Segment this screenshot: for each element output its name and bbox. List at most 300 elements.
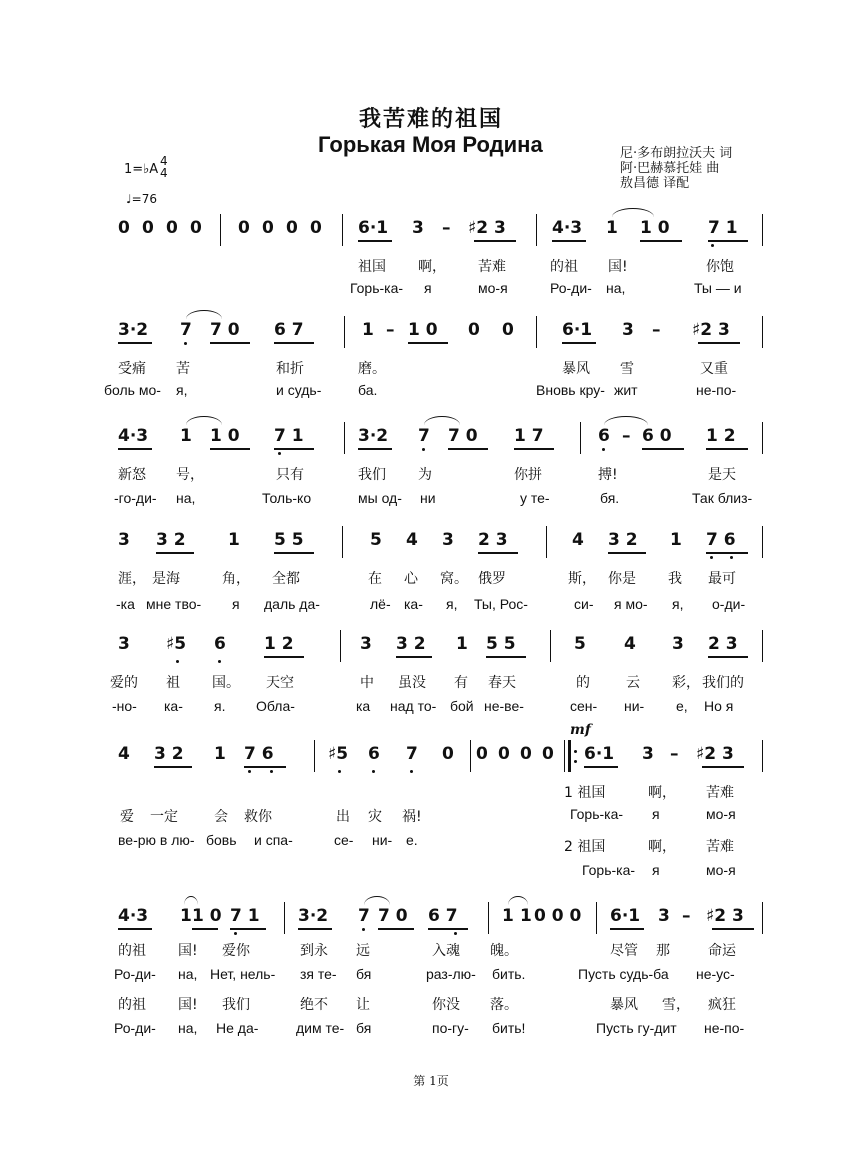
lyric: 一定	[150, 809, 178, 825]
note: 0	[502, 320, 514, 340]
credit-composer: 阿·巴赫慕托娃 曲	[620, 161, 720, 176]
lyric-verse2: 啊，	[648, 839, 676, 855]
lyric-russian: я,	[446, 596, 458, 612]
lyric-russian: е.	[406, 832, 418, 848]
barline	[762, 316, 763, 348]
note: 1	[180, 906, 192, 926]
lyric-verse1-russian: мо-я	[706, 806, 736, 822]
lyric: 苦	[176, 361, 190, 377]
note: 7 1	[230, 906, 260, 926]
note: 1 0	[210, 426, 240, 446]
octave-dot	[410, 770, 413, 773]
underline	[712, 928, 754, 930]
lyric: 祖国	[358, 259, 386, 275]
note: 6 7	[274, 320, 304, 340]
note: 5 5	[486, 634, 516, 654]
lyric: 远	[356, 943, 370, 959]
lyric: 啊，	[418, 259, 446, 275]
note: 7 0	[448, 426, 478, 446]
underline	[274, 552, 314, 554]
tie	[424, 416, 460, 425]
note: 1	[362, 320, 374, 340]
note: 3·2	[358, 426, 389, 446]
lyric-verse2: 疯狂	[708, 997, 736, 1013]
lyric-russian: боль мо-	[104, 382, 161, 398]
lyric-russian: ни-	[624, 698, 645, 714]
lyric: 春天	[488, 675, 516, 691]
underline	[118, 448, 152, 450]
note: 7 0	[378, 906, 408, 926]
octave-dot	[362, 928, 365, 931]
underline	[298, 928, 332, 930]
underline	[478, 552, 518, 554]
repeat-dot	[574, 750, 577, 753]
tie	[184, 896, 198, 905]
lyric-russian: Ро-ди-	[114, 966, 156, 982]
lyric-verse2: 2 祖国	[564, 839, 606, 855]
note: 1 2	[706, 426, 736, 446]
lyric-russian: ни	[420, 490, 436, 506]
lyric: 爱你	[222, 943, 250, 959]
underline	[118, 928, 152, 930]
note: 3 2	[156, 530, 186, 550]
underline	[230, 928, 266, 930]
lyric: 彩，	[672, 675, 700, 691]
lyric-verse1: 啊，	[648, 785, 676, 801]
underline	[244, 766, 286, 768]
lyric: 国!	[178, 943, 198, 959]
note: 6·1	[358, 218, 389, 238]
note: 3 2	[154, 744, 184, 764]
octave-dot	[454, 932, 457, 935]
underline	[428, 928, 468, 930]
lyric-russian: Ро-ди-	[550, 280, 592, 296]
lyric: 雪	[620, 361, 634, 377]
lyric-russian: ба.	[358, 382, 378, 398]
lyric-russian: ве-рю в лю-	[118, 832, 195, 848]
time-signature: 4 4	[160, 154, 168, 180]
note: 4·3	[118, 906, 149, 926]
note: 0	[190, 218, 202, 238]
lyric: 你饱	[706, 259, 734, 275]
underline	[514, 448, 554, 450]
note: 0	[118, 218, 130, 238]
lyric-verse1: 苦难	[706, 785, 734, 801]
note: ♯5	[328, 744, 349, 764]
note: 0	[262, 218, 274, 238]
note: 7	[418, 426, 430, 446]
lyric-verse2-russian: Пусть гу-дит	[596, 1020, 677, 1036]
lyric: 我们的	[702, 675, 744, 691]
staff-system-4	[112, 530, 772, 570]
lyric: 爱的	[110, 675, 138, 691]
note: 4·3	[552, 218, 583, 238]
lyric-russian: и спа-	[254, 832, 293, 848]
note: 5	[574, 634, 586, 654]
underline	[562, 342, 596, 344]
underline	[154, 766, 192, 768]
lyric-russian: бовь	[206, 832, 237, 848]
repeat-dot	[574, 760, 577, 763]
octave-dot	[372, 770, 375, 773]
note: 1	[670, 530, 682, 550]
note: 0 0 0	[534, 906, 582, 926]
note: 4	[624, 634, 636, 654]
lyric-russian: Толь-ко	[262, 490, 312, 506]
lyric: 暴风	[562, 361, 590, 377]
barline	[762, 630, 763, 662]
underline	[584, 766, 618, 768]
lyric-russian: я,	[672, 596, 684, 612]
barline	[536, 316, 537, 348]
lyric-russian: не-по-	[696, 382, 737, 398]
staff-system-1	[112, 218, 772, 258]
barline	[220, 214, 221, 246]
underline	[274, 448, 314, 450]
lyric-verse2: 绝不	[300, 997, 328, 1013]
underline	[448, 448, 488, 450]
lyric-russian: и судь-	[276, 382, 322, 398]
note: 1	[228, 530, 240, 550]
lyric: 心	[404, 571, 418, 587]
note: 4	[118, 744, 130, 764]
note: 1	[456, 634, 468, 654]
underline	[192, 928, 218, 930]
lyric: 搏!	[598, 467, 618, 483]
underline	[708, 656, 748, 658]
underline	[640, 240, 682, 242]
lyric-russian: Ты — и	[694, 280, 742, 296]
note: ♯2 3	[696, 744, 734, 764]
note: 1	[214, 744, 226, 764]
lyric-russian: не-ус-	[696, 966, 735, 982]
lyric: 为	[418, 467, 432, 483]
note: 0	[286, 218, 298, 238]
barline	[488, 902, 489, 934]
lyric-russian: бить.	[492, 966, 526, 982]
note: 3	[658, 906, 670, 926]
note: 3	[672, 634, 684, 654]
note: 2 3	[478, 530, 508, 550]
barline	[564, 740, 565, 772]
note: 4	[406, 530, 418, 550]
barline	[344, 422, 345, 454]
underline	[274, 342, 314, 344]
underline	[408, 342, 448, 344]
lyric: 只有	[276, 467, 304, 483]
dynamic-marking: mf	[570, 722, 591, 738]
lyric-russian: ка-	[164, 698, 183, 714]
note: –	[442, 218, 451, 238]
underline	[610, 928, 644, 930]
lyric-russian: -го-ди-	[114, 490, 157, 506]
lyric: 中	[360, 675, 374, 691]
underline	[358, 240, 392, 242]
note: 0	[468, 320, 480, 340]
lyric: 有	[454, 675, 468, 691]
octave-dot	[338, 770, 341, 773]
lyric-russian: Вновь кру-	[536, 382, 605, 398]
lyric-russian: я	[232, 596, 240, 612]
lyric: 命运	[708, 943, 736, 959]
barline	[340, 630, 341, 662]
note: 6 7	[428, 906, 458, 926]
lyric-russian: на,	[606, 280, 626, 296]
lyric: 苦难	[478, 259, 506, 275]
barline	[596, 902, 597, 934]
underline	[396, 656, 432, 658]
note: –	[622, 426, 631, 446]
lyric-russian: не-ве-	[484, 698, 524, 714]
lyric: 魄。	[490, 943, 518, 959]
note: 3	[360, 634, 372, 654]
note: ♯5	[166, 634, 187, 654]
lyric-russian: на,	[176, 490, 196, 506]
lyric-russian: у те-	[520, 490, 550, 506]
lyric: 灾	[368, 809, 382, 825]
lyric: 那	[656, 943, 670, 959]
barline	[762, 740, 763, 772]
lyric-verse1: 1 祖国	[564, 785, 606, 801]
note: 3·2	[298, 906, 329, 926]
underline	[706, 448, 748, 450]
note: 0	[498, 744, 510, 764]
note: 6·1	[610, 906, 641, 926]
note: 7	[180, 320, 192, 340]
lyric-verse2: 国!	[178, 997, 198, 1013]
underline	[486, 656, 526, 658]
note: 6·1	[562, 320, 593, 340]
underline	[210, 342, 250, 344]
note: 3	[412, 218, 424, 238]
lyric-russian: си-	[574, 596, 594, 612]
lyric-verse2: 暴风	[610, 997, 638, 1013]
lyric: 天空	[266, 675, 294, 691]
lyric: 尽管	[610, 943, 638, 959]
lyric-verse2: 苦难	[706, 839, 734, 855]
lyric: 的祖	[118, 943, 146, 959]
note: 7 1	[708, 218, 738, 238]
tempo-marking: ♩=76	[126, 192, 157, 206]
underline	[264, 656, 304, 658]
lyric-russian: зя те-	[300, 966, 337, 982]
lyric: 你拼	[514, 467, 542, 483]
lyric-russian: даль да-	[264, 596, 320, 612]
lyric-verse2-russian: по-гу-	[432, 1020, 469, 1036]
lyric: 又重	[700, 361, 728, 377]
lyric: 是天	[708, 467, 736, 483]
lyric-verse1-russian: я	[652, 806, 660, 822]
note: 3·2	[118, 320, 149, 340]
lyric-russian: мне тво-	[146, 596, 202, 612]
octave-dot	[422, 448, 425, 451]
note: 0	[520, 744, 532, 764]
lyric: 到永	[300, 943, 328, 959]
note: 0	[476, 744, 488, 764]
note: 6	[368, 744, 380, 764]
lyric-verse2-russian: Горь-ка-	[582, 862, 636, 878]
octave-dot	[730, 556, 733, 559]
lyric-verse2: 落。	[490, 997, 518, 1013]
note: 3	[442, 530, 454, 550]
lyric-russian: над то-	[390, 698, 437, 714]
octave-dot	[278, 452, 281, 455]
lyric: 最可	[708, 571, 736, 587]
lyric: 入魂	[432, 943, 460, 959]
note: 1 0	[408, 320, 438, 340]
lyric-russian: я.	[214, 698, 226, 714]
lyric-verse2: 让	[356, 997, 370, 1013]
lyric-russian: я	[424, 280, 432, 296]
lyric-verse2-russian: бя	[356, 1020, 372, 1036]
lyric: 涯，	[118, 571, 146, 587]
note: 1	[520, 906, 532, 926]
octave-dot	[602, 448, 605, 451]
note: 7 6	[706, 530, 736, 550]
lyric-verse2-russian: я	[652, 862, 660, 878]
note: 3 2	[396, 634, 426, 654]
note: 6 0	[642, 426, 672, 446]
tie	[508, 896, 528, 905]
lyric-verse2-russian: дим те-	[296, 1020, 345, 1036]
note: 1 0	[192, 906, 222, 926]
note: 7	[358, 906, 370, 926]
underline	[378, 928, 414, 930]
note: 5 5	[274, 530, 304, 550]
lyric-verse2-russian: бить!	[492, 1020, 526, 1036]
lyric-russian: се-	[334, 832, 354, 848]
octave-dot	[184, 342, 187, 345]
lyric: 是海	[152, 571, 180, 587]
lyric-russian: я,	[176, 382, 188, 398]
note: ♯2 3	[468, 218, 506, 238]
lyric: 新怒	[118, 467, 146, 483]
note: 0	[310, 218, 322, 238]
barline	[342, 214, 343, 246]
lyric: 国!	[608, 259, 628, 275]
lyric: 受痛	[118, 361, 146, 377]
underline	[708, 240, 748, 242]
note: 3 2	[608, 530, 638, 550]
lyric: 虽没	[398, 675, 426, 691]
note: 3	[118, 530, 130, 550]
tie	[186, 310, 222, 319]
tie	[612, 208, 654, 217]
underline	[118, 342, 152, 344]
note: –	[652, 320, 661, 340]
lyric: 云	[626, 675, 640, 691]
underline	[698, 342, 740, 344]
note: 4·3	[118, 426, 149, 446]
barline	[342, 526, 343, 558]
lyric-russian: ка-	[404, 596, 423, 612]
lyric: 祖	[166, 675, 180, 691]
note: 0	[238, 218, 250, 238]
lyric: 祸!	[402, 809, 422, 825]
underline	[702, 766, 744, 768]
lyric-russian: Горь-ка-	[350, 280, 404, 296]
note: –	[386, 320, 395, 340]
note: 2 3	[708, 634, 738, 654]
lyric: 我们	[358, 467, 386, 483]
note: ♯2 3	[706, 906, 744, 926]
lyric-verse2: 雪，	[662, 997, 690, 1013]
note: 7 6	[244, 744, 274, 764]
note: 7 1	[274, 426, 304, 446]
note: 3	[118, 634, 130, 654]
lyric-verse2: 你没	[432, 997, 460, 1013]
lyric-russian: на,	[178, 966, 198, 982]
octave-dot	[218, 660, 221, 663]
lyric: 爱	[120, 809, 134, 825]
page-number: 第 1页	[413, 1074, 449, 1088]
underline	[552, 240, 586, 242]
barline	[762, 422, 763, 454]
octave-dot	[176, 660, 179, 663]
title-chinese: 我苦难的祖国	[358, 106, 503, 132]
note: –	[670, 744, 679, 764]
tie	[604, 416, 648, 425]
lyric: 斯，	[568, 571, 596, 587]
lyric: 全都	[272, 571, 300, 587]
note: 6·1	[584, 744, 615, 764]
lyric: 的祖	[550, 259, 578, 275]
lyric-russian: бя.	[600, 490, 620, 506]
note: 5	[370, 530, 382, 550]
staff-system-2	[112, 320, 772, 360]
note: 0	[166, 218, 178, 238]
octave-dot	[270, 770, 273, 773]
lyric-russian: мо-я	[478, 280, 508, 296]
note: 1	[606, 218, 618, 238]
lyric-verse2: 的祖	[118, 997, 146, 1013]
lyric-russian: бой	[450, 698, 474, 714]
underline	[608, 552, 646, 554]
note: 0	[142, 218, 154, 238]
note: 6	[214, 634, 226, 654]
barline	[546, 526, 547, 558]
lyric-russian: о-ди-	[712, 596, 746, 612]
lyric-verse2-russian: Ро-ди-	[114, 1020, 156, 1036]
lyric: 和折	[276, 361, 304, 377]
barline	[550, 630, 551, 662]
lyric: 你是	[608, 571, 636, 587]
underline	[474, 240, 516, 242]
title-russian: Горькая Моя Родина	[318, 132, 543, 157]
barline	[762, 902, 763, 934]
lyric-verse2: 我们	[222, 997, 250, 1013]
lyric-verse1-russian: Горь-ка-	[570, 806, 624, 822]
lyric-russian: Так близ-	[692, 490, 753, 506]
underline	[210, 448, 250, 450]
note: ♯2 3	[692, 320, 730, 340]
barline	[762, 214, 763, 246]
lyric-russian: Пусть судь-ба	[578, 966, 669, 982]
lyric-verse2-russian: мо-я	[706, 862, 736, 878]
lyric-russian: ка	[356, 698, 371, 714]
octave-dot	[248, 770, 251, 773]
underline	[156, 552, 194, 554]
repeat-barline	[568, 740, 571, 772]
note: 1	[502, 906, 514, 926]
lyric-russian: Нет, нель-	[210, 966, 276, 982]
lyric: 的	[576, 675, 590, 691]
lyric: 出	[336, 809, 350, 825]
lyric: 角，	[222, 571, 250, 587]
barline	[536, 214, 537, 246]
octave-dot	[234, 932, 237, 935]
barline	[314, 740, 315, 772]
